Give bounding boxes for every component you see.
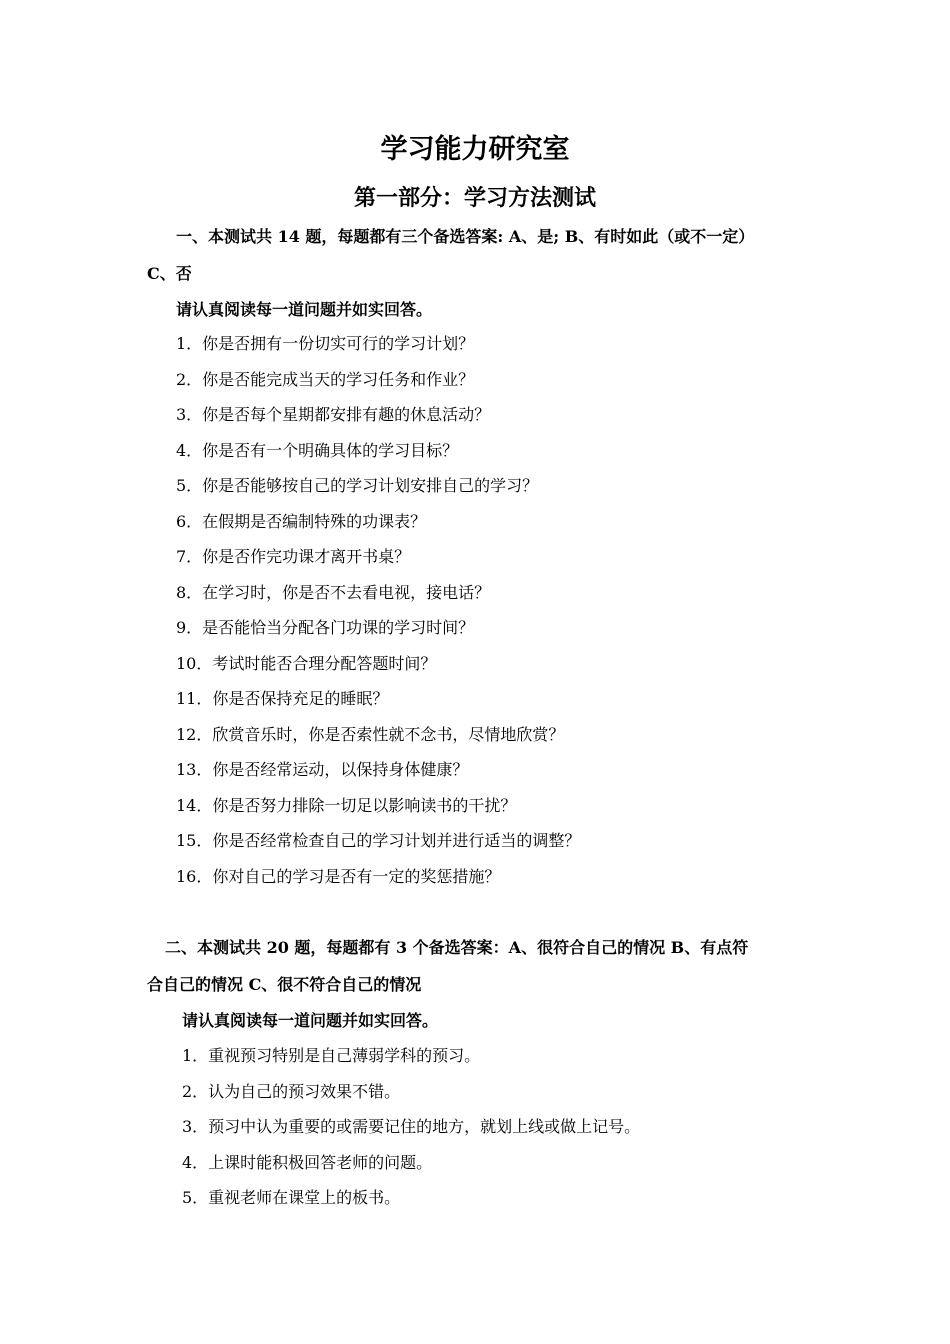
section1-question: 4．你是否有一个明确具体的学习目标？: [176, 441, 459, 460]
section1-question: 14．你是否努力排除一切足以影响读书的干扰？: [176, 796, 517, 815]
section1-question: 8．在学习时，你是否不去看电视，接电话？: [176, 583, 491, 602]
section2-question: 3．预习中认为重要的或需要记住的地方，就划上线或做上记号。: [182, 1117, 641, 1136]
section1-question: 6．在假期是否编制特殊的功课表？: [176, 512, 427, 531]
section1-question: 1．你是否拥有一份切实可行的学习计划？: [176, 334, 475, 353]
section1-instruction: 请认真阅读每一道问题并如实回答。: [176, 300, 433, 319]
section2-intro-line1: 二、本测试共 20 题，每题都有 3 个备选答案：A、很符合自己的情况 B、有点符: [165, 938, 749, 957]
section2-instruction: 请认真阅读每一道问题并如实回答。: [182, 1011, 439, 1030]
section1-question: 16．你对自己的学习是否有一定的奖惩措施？: [176, 867, 501, 886]
section1-question: 15．你是否经常检查自己的学习计划并进行适当的调整？: [176, 831, 581, 850]
section1-question: 5．你是否能够按自己的学习计划安排自己的学习？: [176, 476, 539, 495]
section1-question: 12．欣赏音乐时，你是否索性就不念书，尽情地欣赏？: [176, 725, 565, 744]
section1-question: 3．你是否每个星期都安排有趣的休息活动？: [176, 405, 491, 424]
section1-question: 2．你是否能完成当天的学习任务和作业？: [176, 370, 475, 389]
section1-question: 13．你是否经常运动，以保持身体健康？: [176, 760, 469, 779]
section2-question: 2．认为自己的预习效果不错。: [182, 1082, 401, 1101]
page-title: 学习能力研究室: [380, 134, 570, 165]
section1-question: 10．考试时能否合理分配答题时间？: [176, 654, 437, 673]
section2-question: 5．重视老师在课堂上的板书。: [182, 1188, 401, 1207]
section1-question: 7．你是否作完功课才离开书桌？: [176, 547, 411, 566]
section1-question: 9．是否能恰当分配各门功课的学习时间？: [176, 618, 475, 637]
page-subtitle: 第一部分：学习方法测试: [353, 186, 596, 211]
section2-question: 1．重视预习特别是自己薄弱学科的预习。: [182, 1046, 481, 1065]
section2-question: 4．上课时能积极回答老师的问题。: [182, 1153, 433, 1172]
section1-question: 11．你是否保持充足的睡眠？: [176, 689, 389, 708]
section1-intro-line1: 一、本测试共 14 题，每题都有三个备选答案: A、是; B、有时如此（或不一定）: [176, 227, 755, 246]
section1-intro-line2: C、否: [147, 264, 192, 283]
section2-intro-line2: 合自己的情况 C、很不符合自己的情况: [147, 975, 422, 994]
